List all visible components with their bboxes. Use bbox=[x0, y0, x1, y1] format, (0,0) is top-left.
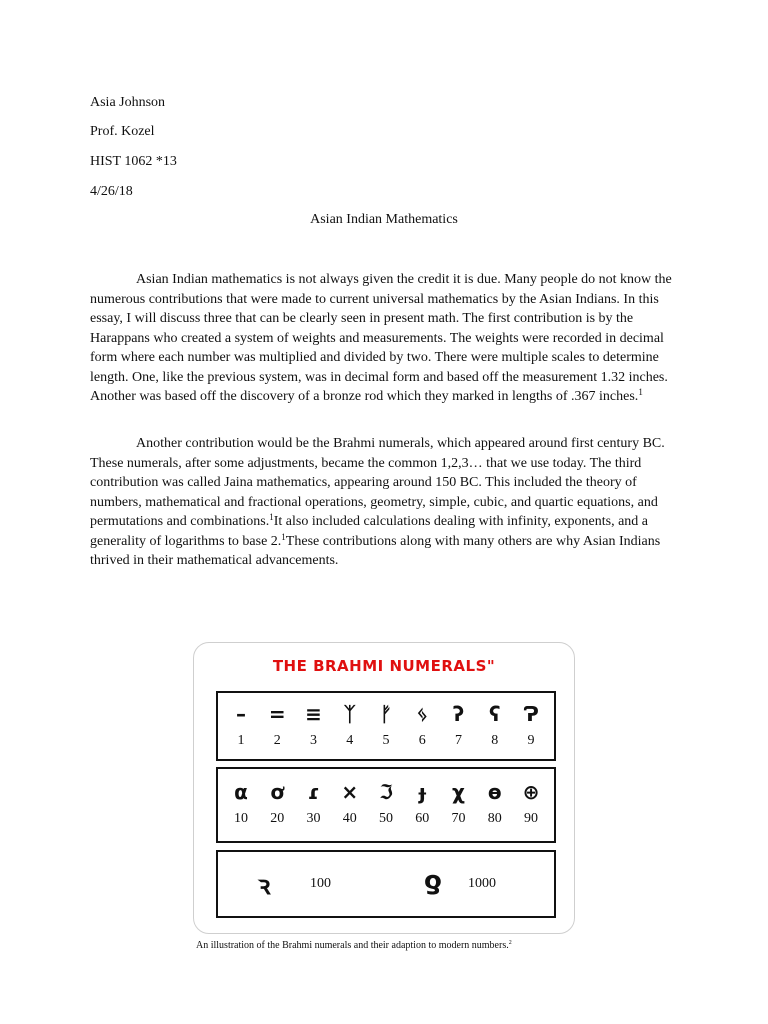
numeral-value: 9 bbox=[527, 733, 535, 748]
paragraph-2-text-b: It also included calculations dealing with infinity, exponents, and a generality of logarithms to base 2. bbox=[90, 514, 649, 549]
numeral-value: 1000 bbox=[468, 876, 496, 891]
numeral-value: 70 bbox=[451, 811, 466, 826]
numeral-value: 3 bbox=[310, 733, 317, 748]
numeral-cell bbox=[514, 779, 548, 827]
figure-caption bbox=[196, 940, 512, 951]
numeral-cell bbox=[405, 701, 439, 749]
numeral-glyph: ꝛ bbox=[258, 871, 271, 901]
paragraph-1-text: Asian Indian mathematics is not always given the credit it is due. Many people do not know the numerous contributions that were made to current universal mathematics by the Asian Indians. In this essay, I will discuss three that can be clearly seen in present math. The first contribution is by the Harappans who created a system of weights and measurements. The weights were recorded in decimal form where each number was multiplied and divided by two. There were multiple scales to determine length. One, like the previous system, was in decimal form and based off the measurement 1.32 inches. Another was based off the discovery of a bronze rod which they marked in lengths of .367 inches. bbox=[90, 272, 672, 404]
numeral-cell bbox=[442, 779, 476, 827]
paragraph-2 bbox=[90, 434, 678, 571]
numeral-cell bbox=[260, 779, 294, 827]
numeral-cell bbox=[333, 779, 367, 827]
numeral-glyph: ᚠ bbox=[380, 702, 392, 726]
paragraph-1 bbox=[90, 270, 678, 407]
numeral-value: 80 bbox=[487, 811, 502, 826]
figure-title: THE BRAHMI NUMERALS" bbox=[272, 657, 496, 675]
course-code: HIST 1062 *13 bbox=[90, 154, 177, 169]
numerals-panel-hundreds bbox=[216, 850, 556, 918]
brahmi-numerals-figure bbox=[193, 642, 575, 934]
numeral-glyph: ʔ bbox=[452, 702, 465, 726]
numeral-glyph: α bbox=[234, 780, 248, 804]
numeral-cell bbox=[478, 779, 512, 827]
author-name: Asia Johnson bbox=[90, 95, 166, 110]
numeral-value: 1 bbox=[237, 733, 245, 748]
essay-title: Asian Indian Mathematics bbox=[310, 212, 458, 227]
numeral-glyph: ɾ bbox=[307, 780, 320, 804]
numerals-panel-units bbox=[216, 691, 556, 761]
numeral-value: 40 bbox=[342, 811, 357, 826]
numeral-cell bbox=[369, 701, 403, 749]
numeral-cell bbox=[224, 779, 258, 827]
caption-text: An illustration of the Brahmi numerals and their adaption to modern numbers. bbox=[196, 940, 509, 951]
numeral-value: 2 bbox=[273, 733, 281, 748]
numeral-cell bbox=[514, 701, 548, 749]
numeral-row-units bbox=[224, 701, 548, 749]
numeral-glyph: ᛉ bbox=[343, 702, 356, 726]
numeral-value: 30 bbox=[306, 811, 321, 826]
numeral-cell bbox=[224, 701, 258, 749]
numeral-glyph: ɵ bbox=[487, 780, 502, 804]
footnote-marker: 1 bbox=[269, 512, 274, 522]
numeral-cell bbox=[478, 701, 512, 749]
numerals-panel-tens bbox=[216, 767, 556, 843]
numeral-value: 10 bbox=[234, 811, 248, 826]
footnote-marker: 1 bbox=[638, 387, 643, 397]
numeral-value: 50 bbox=[379, 811, 393, 826]
paragraph-2-text-c: These contributions along with many others are why Asian Indians thrived in their mathematical advancements. bbox=[90, 533, 661, 568]
numeral-glyph: ơ bbox=[270, 780, 285, 804]
numeral-value: 7 bbox=[455, 733, 462, 748]
numeral-glyph: ƍ bbox=[424, 866, 442, 896]
numeral-cell bbox=[297, 701, 331, 749]
professor-name: Prof. Kozel bbox=[90, 124, 155, 139]
numeral-cell bbox=[442, 701, 476, 749]
numeral-glyph: χ bbox=[452, 780, 465, 804]
numeral-glyph: – bbox=[236, 702, 246, 726]
numeral-glyph: ɟ bbox=[418, 780, 426, 804]
numeral-glyph: = bbox=[268, 702, 286, 726]
numeral-glyph: Ɂ bbox=[523, 702, 539, 726]
numeral-cell bbox=[333, 701, 367, 749]
numeral-value: 6 bbox=[418, 733, 426, 748]
numeral-cell bbox=[369, 779, 403, 827]
numeral-glyph: × bbox=[341, 780, 359, 804]
numeral-glyph: ≡ bbox=[305, 702, 322, 726]
numeral-cell bbox=[405, 779, 439, 827]
date: 4/26/18 bbox=[90, 184, 133, 199]
numeral-value: 8 bbox=[491, 733, 499, 748]
numeral-row-hundreds bbox=[218, 864, 554, 904]
numeral-value: 4 bbox=[346, 733, 354, 748]
numeral-value: 90 bbox=[524, 811, 538, 826]
paragraph-2-text-a: Another contribution would be the Brahmi numerals, which appeared around first century BC. These numerals, after some adjustments, became the common 1,2,3… that we use today. The third contribution was called Jaina mathematics, appearing around 150 BC. This included the theory of numbers, mathematical and fractional operations, geometry, simple, cubic, and quartic equations, and permutations and combinations. bbox=[90, 436, 665, 529]
numeral-glyph: ᛃ bbox=[416, 702, 429, 726]
numeral-cell bbox=[260, 701, 294, 749]
numeral-value: 5 bbox=[382, 733, 390, 748]
numeral-row-tens bbox=[224, 779, 548, 827]
footnote-marker: 1 bbox=[281, 531, 286, 542]
footnote-marker: 2 bbox=[508, 940, 512, 946]
numeral-value: 100 bbox=[310, 876, 331, 891]
numeral-value: 60 bbox=[415, 811, 430, 826]
numeral-glyph: ʕ bbox=[489, 702, 501, 726]
numeral-value: 20 bbox=[270, 811, 285, 826]
numeral-cell bbox=[297, 779, 331, 827]
numeral-glyph: ℑ bbox=[379, 780, 393, 804]
numeral-glyph: ⊕ bbox=[522, 780, 540, 804]
